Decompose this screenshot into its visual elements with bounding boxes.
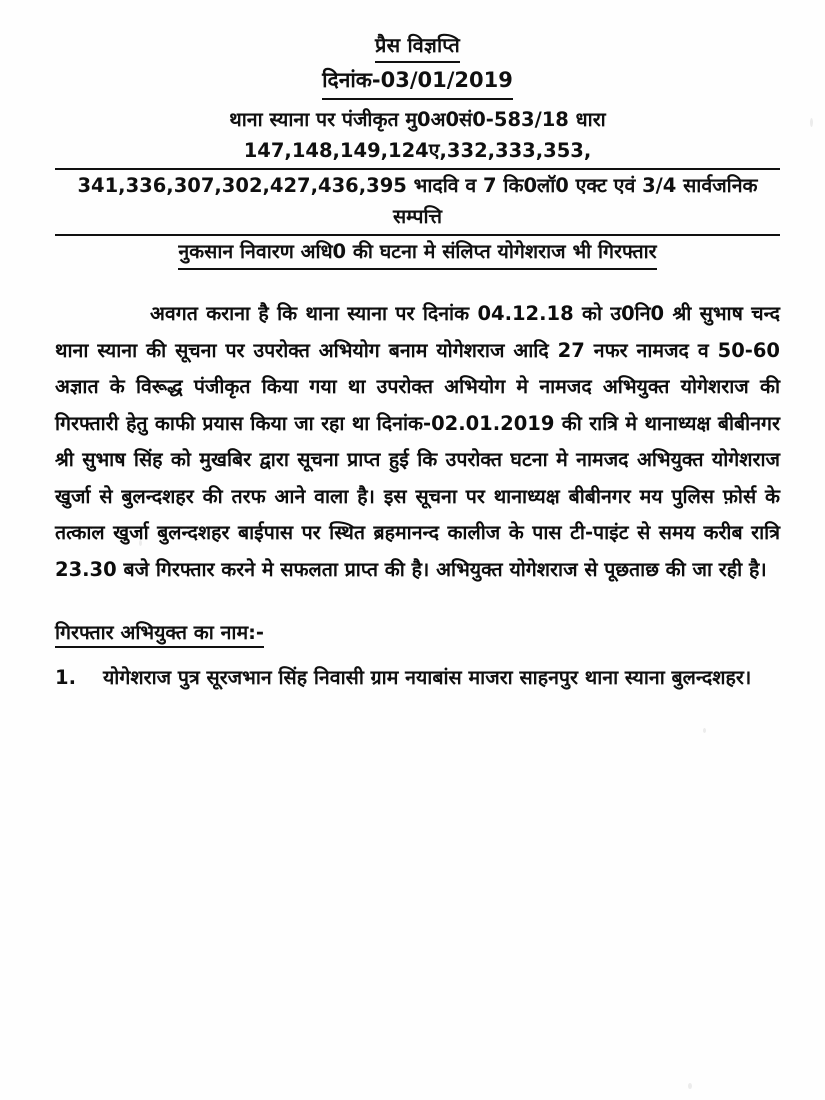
subject-block (55, 104, 780, 271)
scan-speck (703, 728, 706, 733)
arrested-section-heading-text: गिरफ्तार अभियुक्त का नाम:- (55, 618, 264, 648)
body-paragraph: अवगत कराना है कि थाना स्याना पर दिनांक 04.12.18 को उ0नि0 श्री सुभाष चन्द थाना स्याना की सूचना पर उपरोक्त अभियोग बनाम योगेशराज आदि 27 नफर नामजद व 50-60 अज्ञात के विरूद्ध पंजीकृत किया गया था उपरोक्त अभियोग मे नामजद अभियुक्त योगेशराज की गिरफ्तारी हेतु काफी प्रयास किया जा रहा था दिनांक-02.01.2019 की रात्रि मे थानाध्यक्ष बीबीनगर श्री सुभाष सिंह को मुखबिर द्वारा सूचना प्राप्त हुई कि उपरोक्त घटना मे नामजद अभियुक्त योगेशराज खुर्जा से बुलन्दशहर की तरफ आने वाला है। इस सूचना पर थानाध्यक्ष बीबीनगर मय पुलिस फ़ोर्स के तत्काल खुर्जा बुलन्दशहर बाईपास पर स्थित ब्रहमानन्द कालीज के पास टी-पाइंट से समय करीब रात्रि 23.30 बजे गिरफ्तार करने मे सफलता प्राप्त की है। अभियुक्त योगेशराज से पूछताछ की जा रही है। (55, 302, 780, 581)
document-date-text: दिनांक-03/01/2019 (322, 65, 513, 100)
list-item-name: योगेशराज पुत्र सूरजभान सिंह निवासी ग्राम नयाबांस माजरा साहनपुर थाना स्याना बुलन्दशहर। (103, 666, 752, 690)
document-date (55, 65, 780, 100)
page-title-text: प्रैस विज्ञप्ति (375, 30, 460, 63)
list-item (55, 660, 780, 695)
arrested-accused-list (55, 660, 780, 695)
subject-line-1: थाना स्याना पर पंजीकृत मु0अ0सं0-583/18 धारा 147,148,149,124ए,332,333,353, (55, 104, 780, 170)
document-content (55, 30, 780, 696)
subject-line-3: नुकसान निवारण अधि0 की घटना मे संलिप्त योगेशराज भी गिरफ्तार (55, 236, 780, 271)
list-item-number: 1. (55, 666, 76, 690)
subject-line-2: 341,336,307,302,427,436,395 भादवि व 7 कि0लॉ0 एक्ट एवं 3/4 सार्वजनिक सम्पत्ति (55, 170, 780, 236)
arrested-section-heading (55, 618, 780, 648)
scan-speck (688, 1083, 692, 1089)
page-title (55, 30, 780, 63)
scan-speck (810, 118, 813, 127)
